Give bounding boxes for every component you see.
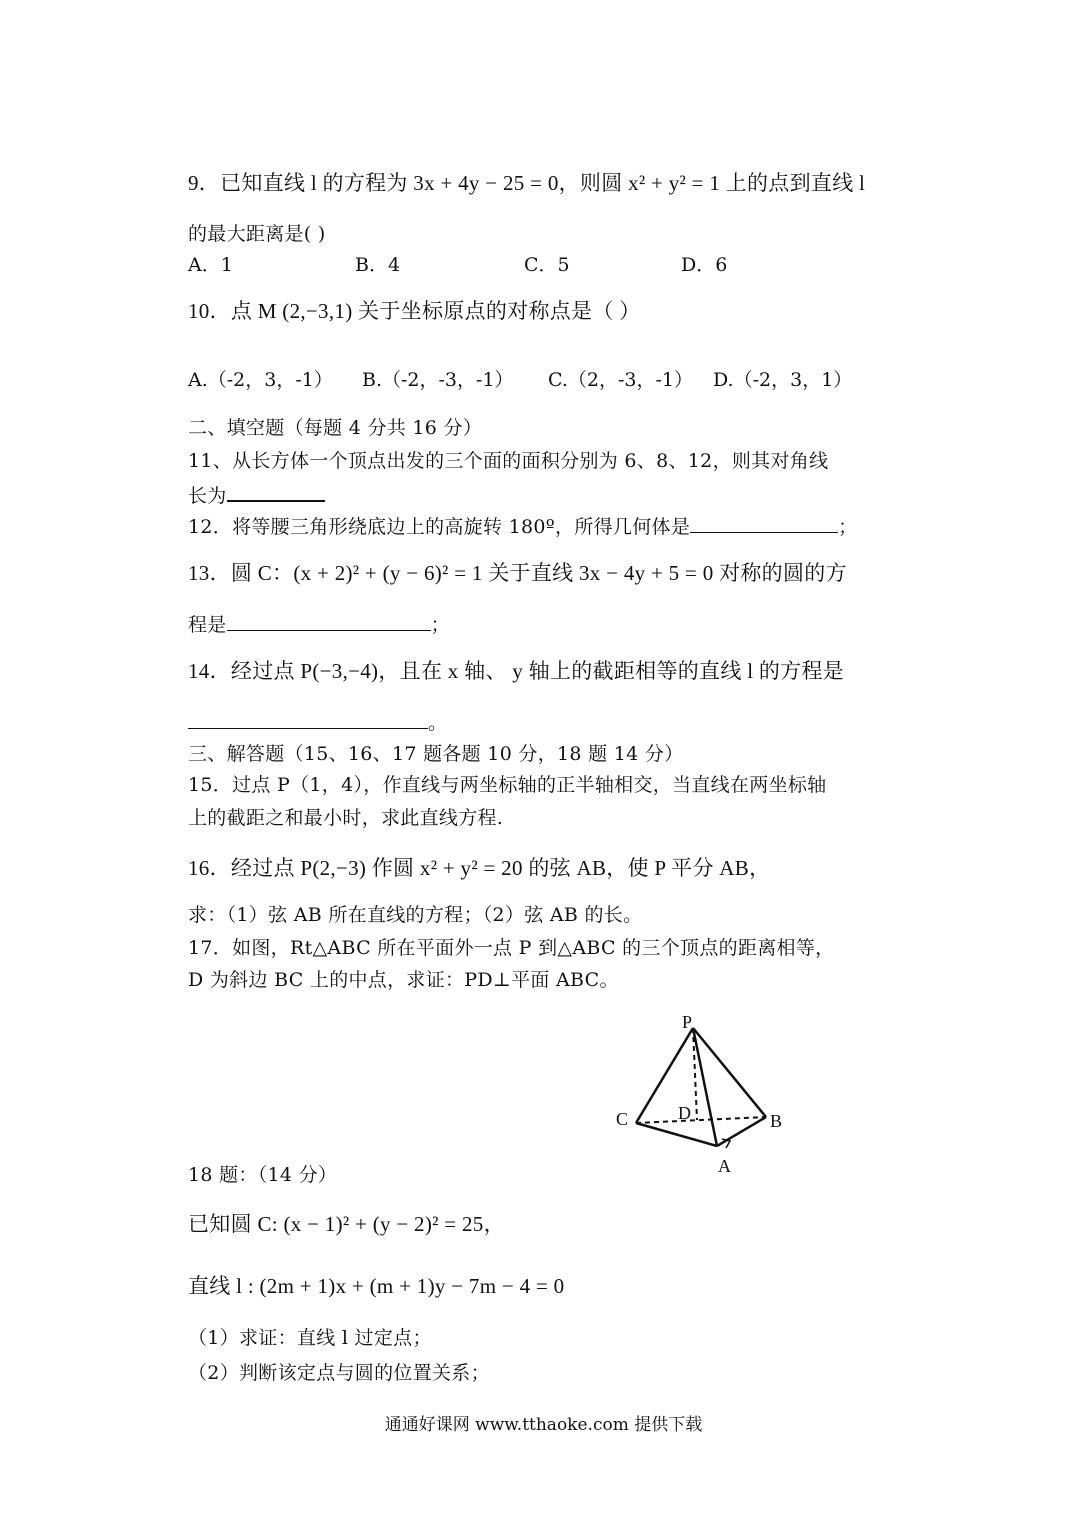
q14-line1: 14．经过点 P(−3,−4)，且在 x 轴、 y 轴上的截距相等的直线 l 的方程是 xyxy=(188,659,845,683)
q10-option-c: C.（2，-3，-1） xyxy=(548,369,694,391)
q12-answer-blank xyxy=(690,512,838,533)
q15-line2: 上的截距之和最小时，求此直线方程. xyxy=(188,807,504,829)
pyramid-figure xyxy=(600,1010,800,1180)
q10-option-d: D.（-2，3，1） xyxy=(713,369,853,391)
label-c: C xyxy=(616,1109,629,1129)
label-b: B xyxy=(770,1111,783,1131)
edge-pb xyxy=(693,1028,766,1117)
q9-option-a: A．1 xyxy=(188,254,233,276)
q9-option-b: B．4 xyxy=(355,254,401,276)
q18-line-equation: 直线 l : (2m + 1)x + (m + 1)y − 7m − 4 = 0 xyxy=(188,1274,565,1298)
q18-part2: （2）判断该定点与圆的位置关系； xyxy=(188,1362,490,1384)
q10-option-a: A.（-2，3，-1） xyxy=(188,369,333,391)
q15-line1: 15．过点 P（1，4），作直线与两坐标轴的正半轴相交，当直线在两坐标轴 xyxy=(188,774,827,796)
page-footer: 通通好课网 www.tthaoke.com 提供下载 xyxy=(384,1415,703,1435)
label-d: D xyxy=(678,1103,691,1123)
pyramid-edges xyxy=(636,1028,766,1146)
q11-prefix: 长为 xyxy=(188,485,227,507)
hidden-edges xyxy=(636,1028,766,1123)
q16-line1: 16．经过点 P(2,−3) 作圆 x² + y² = 20 的弦 AB，使 P 平分 AB， xyxy=(188,856,771,880)
q11-line1: 11、从长方体一个顶点出发的三个面的面积分别为 6、8、12，则其对角线 xyxy=(188,450,829,472)
q13-end: ； xyxy=(430,614,450,636)
q12-text: 12．将等腰三角形绕底边上的高旋转 180º，所得几何体是 xyxy=(188,516,691,538)
q13-answer-blank xyxy=(227,610,431,631)
q18-title: 18 题：（14 分） xyxy=(188,1164,338,1186)
q12-line xyxy=(188,512,857,540)
q9-line1: 9．已知直线 l 的方程为 3x + 4y − 25 = 0，则圆 x² + y² = 1 上的点到直线 l xyxy=(188,171,866,195)
edge-pa xyxy=(693,1028,717,1146)
edge-cb-hidden xyxy=(636,1117,766,1123)
q14-end: 。 xyxy=(428,712,448,734)
edge-ab xyxy=(717,1117,766,1146)
q9-option-c: C．5 xyxy=(524,254,570,276)
section-3-heading: 三、解答题（15、16、17 题各题 10 分，18 题 14 分） xyxy=(188,743,684,765)
edge-ca xyxy=(636,1123,717,1146)
q14-answer-blank xyxy=(188,708,428,729)
q16-line2: 求：（1）弦 AB 所在直线的方程；（2）弦 AB 的长。 xyxy=(188,904,643,926)
label-p: P xyxy=(682,1012,693,1032)
section-2-heading: 二、填空题（每题 4 分共 16 分） xyxy=(188,417,483,439)
q13-line1: 13．圆 C：(x + 2)² + (y − 6)² = 1 关于直线 3x − 4y + 5 = 0 对称的圆的方 xyxy=(188,561,847,585)
q10-option-b: B.（-2，-3，-1） xyxy=(362,369,514,391)
q11-answer-blank xyxy=(227,480,325,502)
q17-line1: 17．如图，Rt△ABC 所在平面外一点 P 到△ABC 的三个顶点的距离相等， xyxy=(188,937,835,959)
label-a: A xyxy=(718,1156,731,1176)
q13-prefix: 程是 xyxy=(188,614,227,636)
q10-line1: 10．点 M (2,−3,1) 关于坐标原点的对称点是（ ） xyxy=(188,299,641,323)
q17-line2: D 为斜边 BC 上的中点，求证：PD⊥平面 ABC。 xyxy=(188,969,619,991)
q12-end: ； xyxy=(838,516,858,538)
q18-part1: （1）求证：直线 l 过定点； xyxy=(188,1327,432,1349)
q9-option-d: D．6 xyxy=(681,254,728,276)
q14-line2 xyxy=(188,708,447,736)
q18-circle: 已知圆 C: (x − 1)² + (y − 2)² = 25， xyxy=(188,1212,505,1236)
q9-line2: 的最大距离是( ) xyxy=(188,223,326,245)
q11-line2 xyxy=(188,480,325,509)
q13-line2 xyxy=(188,610,450,638)
